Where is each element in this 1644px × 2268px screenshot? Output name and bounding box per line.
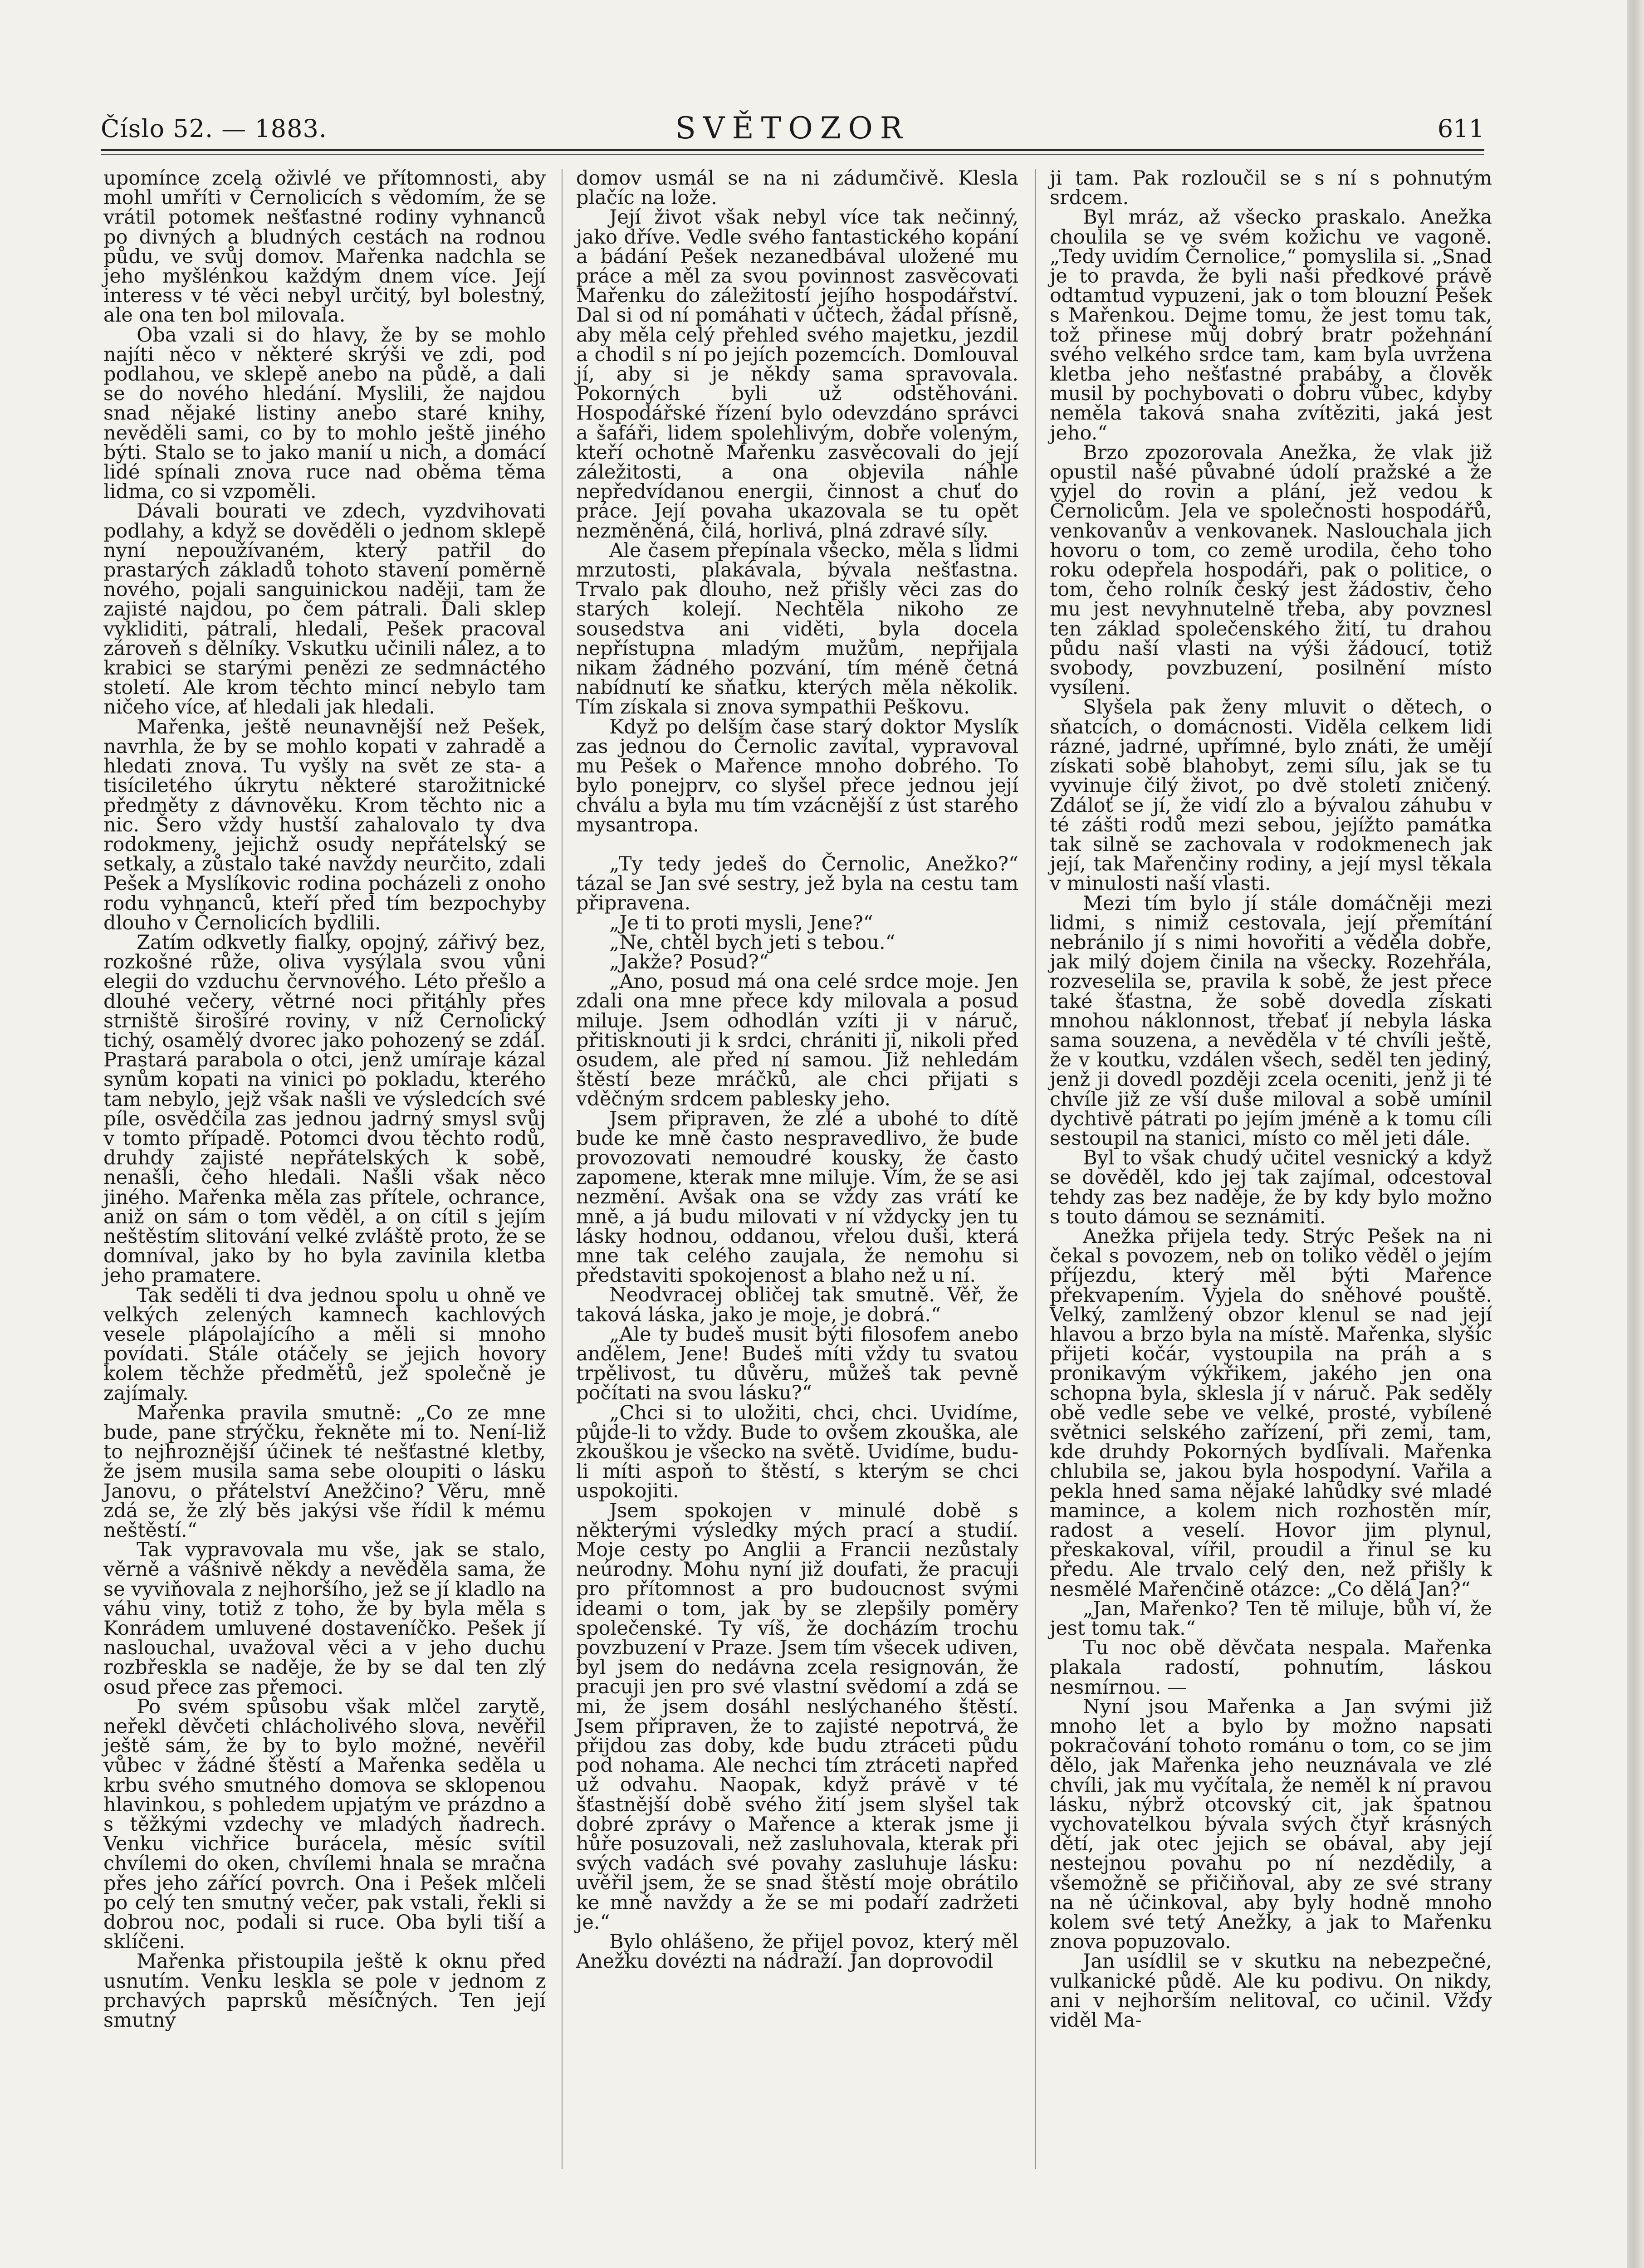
paragraph: Když po delším čase starý doktor Myslík zas jednou do Černolic zavítal, vypravoval mu Pešek o Mařence mnoho dobrého. To bylo ponejprv, co slyšel přece jednou její chválu a byla mu tím vzácnější z úst starého mysantropa. <box>576 715 1018 836</box>
paragraph: Její život však nebyl více tak nečinný, jako dříve. Vedle svého fantastického kopání a bádání Pešek nezanedbával uložené mu práce a měl za svou povinnost zasvěcovati Mařenku do záležitostí jejího hospodářství. Dal si od ní pomáhati v účtech, žádal přísně, aby měla celý přehled svého majetku, jezdil a chodil s ní po jejích pozemcích. Domlouval jí, aby si je někdy sama spravovala. Pokorných byli už odstěhováni. Hospodářské řízení bylo odevzdáno správci a šafáři, lidem spolehlivým, dobře voleným, kteří ochotně Mařenku zasvěcovali do její záležitosti, a ona objevila náhle nepředvídanou energii, činnost a chuť do práce. Její povaha ukazovala se tu opět nezměněná, čilá, horlivá, plná zdravé síly. <box>576 206 1018 543</box>
paragraph: upomínce zcela oživlé ve přítomnosti, aby mohl umříti v Černolicích s vědomím, že se vrátil potomek nešťastné rodiny vyhnanců po divných a bludných cestách na rodnou půdu, ve svůj domov. Mařenka nadchla se jeho myšlénkou každým dnem více. Její interess v té věci nebyl určitý, byl bolestný, ale ona ten bol milovala. <box>103 167 546 327</box>
page-edge-shadow <box>1627 0 1644 2268</box>
paragraph: Zatím odkvetly fialky, opojný, zářivý bez, rozkošné růže, oliva vysýlala svou vůni elegii do vzduchu červnového. Léto přešlo a dlouhé večery, větrné noci přitáhly přes strniště širošíré roviny, v níž Černolický tichý, osamělý dvorec jako pohozený se zdál. Prastará parabola o otci, jenž umíraje kázal synům kopati na vinici po pokladu, kterého tam nebylo, jejž však našli ve výsledcích své píle, osvědčila zas jednou jadrný smysl svůj v tomto případě. Potomci dvou těchto rodů, druhdy zajisté nepřátelských k sobě, nenašli, čeho hledali. Našli však něco jiného. Mařenka měla zas přítele, ochrance, aniž on sám o tom věděl, a on cítil s jejím neštěstím slitování velké zvláště proto, že se domníval, jako by ho byla zavinila kletba jeho pramatere. <box>103 931 546 1287</box>
paragraph: Neodvracej obličej tak smutně. Věř, že taková láska, jako je moje, je dobrá.“ <box>576 1284 1018 1326</box>
paragraph: Jsem připraven, že zlé a ubohé to dítě bude ke mně často nespravedlivo, že bude provozovati nemoudré kousky, že často zapomene, kterak mne miluje. Vím, že se asi nezmění. Avšak ona se vždy zas vrátí ke mně, a já budu milovati v ní vždycky jen tu lásky hodnou, oddanou, vřelou duši, která mne tak celého zaujala, že nemohu si představiti spokojenost a blaho než u ní. <box>576 1107 1018 1287</box>
header-rule-thick <box>101 149 1484 151</box>
paragraph: Po svém spůsobu však mlčel zarytě, neřekl děvčeti chlácholivého slova, nevěřil ještě sám, že by to bylo možné, nevěřil vůbec v žádné štěstí a Mařenka seděla u krbu svého smutného domova se sklopenou hlavinkou, s pohledem upjatým ve prázdno a s těžkými vzdechy ve mladých ňadrech. Venku vichřice burácela, měsíc svítil chvílemi do oken, chvílemi hnala se mračna přes jeho zářící povrch. Ona i Pešek mlčeli po celý ten smutný večer, pak vstali, řekli si dobrou noc, podali si ruce. Oba byli tiší a sklíčeni. <box>103 1695 546 1954</box>
paragraph: „Ne, chtěl bych jeti s tebou.“ <box>609 931 895 954</box>
paragraph: Byl to však chudý učitel vesnický a když se dověděl, kdo jej tak zajímal, odcestoval tehdy zas bez naděje, že by kdy bylo možno s touto dámou se seznámiti. <box>1050 1147 1492 1228</box>
paragraph: Nyní jsou Mařenka a Jan svými již mnoho let a bylo by možno napsati pokračování tohoto románu o tom, co se jim dělo, jak Mařenka jeho neuznávala ve zlé chvíli, jak mu vyčítala, že neměl k ní pravou lásku, nýbrž otcovský cit, jak špatnou vychovatelkou bývala svých čtyř krásných dětí, jak otec jejich se obával, aby její nestejnou povahu po ní nezdědily, a všemožně se přičiňoval, aby ze své strany na ně účinkoval, aby byly hodně mnoho kolem své tetý Anežky, a jak to Mařenku znova popuzovalo. <box>1050 1695 1492 1954</box>
page-header <box>101 111 1484 151</box>
text-column-2 <box>576 169 1018 1971</box>
column-divider <box>562 169 563 2169</box>
paragraph: „Ale ty budeš musit býti filosofem anebo andělem, Jene! Budeš míti vždy tu svatou trpělivost, tu důvěru, můžeš tak pevně počítati na svou lásku?“ <box>576 1323 1018 1405</box>
paragraph: Oba vzali si do hlavy, že by se mohlo najíti něco v některé skrýši ve zdi, pod podlahou, ve sklepě anebo na půdě, a dali se do nového hledání. Myslili, že najdou snad nějaké listiny anebo staré knihy, nevěděli sami, co by to mohlo ještě jiného býti. Stalo se to jako manií u nich, a domácí lidé spínali znova ruce nad oběma těma lidma, co si vzpoměli. <box>103 323 546 503</box>
text-column-1 <box>103 169 546 2030</box>
paragraph: Mezi tím bylo jí stále domáčněji mezi lidmi, s nimiž cestovala, její přemítání nebránilo jí s nimi hovořiti a věděla dobře, jak milý dojem činila na všecky. Rozehřála, rozveselila se, pravila k sobě, že jest přece také šťastna, že sobě dovedla získati mnohou náklonnost, třebať jí nebyla láska sama souzena, a nevěděla v té chvíli ještě, že v koutku, vzdálen všech, seděl ten jediný, jenž ji dovedl později zcela oceniti, jenž ji té chvíle již ze vší duše miloval a sobě umínil dychtivě pátrati po jejím jméně a k tomu cíli sestoupil na stanici, místo co měl jeti dále. <box>1050 892 1492 1150</box>
paragraph: Tak seděli ti dva jednou spolu u ohně ve velkých zelených kamnech kachlových vesele plápolajícího a měli si mnoho povídati. Stále otáčely se jejich hovory kolem těchže předmětů, jež společně je zajímaly. <box>103 1284 546 1405</box>
paragraph: Bylo ohlášeno, že přijel povoz, který měl Anežku dovézti na nádraží. Jan doprovodil <box>576 1931 1018 1973</box>
page-number: 611 <box>1437 114 1484 143</box>
header-rule-thin <box>101 154 1484 155</box>
text-column-3 <box>1050 169 1492 2030</box>
paragraph: domov usmál se na ni zádumčivě. Klesla plačíc na lože. <box>576 167 1018 210</box>
paragraph: „Jan, Mařenko? Ten tě miluje, bůh ví, že jest tomu tak.“ <box>1050 1597 1492 1640</box>
paragraph: Mařenka, ještě neunavnější než Pešek, navrhla, že by se mohlo kopati v zahradě a hledati znova. Tu vyšly na svět ze sta- a tisíciletého úkrytu některé starožitnické předměty z dávnověku. Krom těchto nic a nic. Šero vždy hustší zahalovalo ty dva rodokmeny, jejichž osudy nepřátelský se setkaly, a zůstalo také navždy neurčito, zdali Pešek a Myslíkovic rodina pocházeli z onoho rodu vyhnanců, kteří před tím bezpochyby dlouho v Černolicích bydlili. <box>103 715 546 934</box>
paragraph: ji tam. Pak rozloučil se s ní s pohnutým srdcem. <box>1050 167 1492 210</box>
paragraph: Mařenka pravila smutně: „Co ze mne bude, pane strýčku, řekněte mi to. Není-liž to nejhroznější účinek té nešťastné kletby, že jsem musila sama sebe oloupiti o lásku Janovu, o přátelství Anežčino? Věru, mně zdá se, že zlý běs jakýsi vše řídil k mému neštěstí.“ <box>103 1401 546 1542</box>
paragraph: Ale časem přepínala všecko, měla s lidmi mrzutosti, plakávala, bývala nešťastna. Trvalo pak dlouho, než přišly věci zas do starých kolejí. Nechtěla nikoho ze sousedstva ani viděti, byla docela nepřístupna mladým mužům, nepřijala nikam žádného pozvání, tím méně četná nabídnutí ke sňatku, kterých měla několik. Tím získala si znova sympathii Peškovu. <box>576 539 1018 719</box>
paragraph: Mařenka přistoupila ještě k oknu před usnutím. Venku leskla se pole v jednom z prchavých paprsků měsíčných. Ten její smutný <box>103 1950 546 2032</box>
paragraph: Anežka přijela tedy. Strýc Pešek na ni čekal s povozem, neb on toliko věděl o jejím příjezdu, který měl býti Mařence překvapením. Vyjela do sněhové pouště. Velký, zamlžený obzor klenul se nad její hlavou a brzo byla na místě. Mařenka, slyšíc přijeti kočár, vystoupila na práh a s pronikavým výkřikem, jakého jen ona schopna byla, sklesla jí v náruč. Pak seděly obě vedle sebe ve velké, prosté, vybílené světnici selského zařízení, při zemi, tam, kde druhdy Pokorných bydlívali. Mařenka chlubila se, jakou byla hospodyní. Vařila a pekla hned sama nějaké lahůdky své mladé mamince, a kolem nich rozhostěn mír, radost a veselí. Hovor jim plynul, přeskakoval, vířil, proudil a řinul se ku předu. Ale trvalo celý den, než přišly k nesmělé Mařenčině otázce: „Co dělá Jan?“ <box>1050 1225 1492 1601</box>
paragraph: „Ty tedy jedeš do Černolic, Anežko?“ tázal se Jan své sestry, jež byla na cestu tam připravena. <box>576 852 1018 915</box>
paragraph: Brzo zpozorovala Anežka, že vlak již opustil našé půvabné údolí pražské a že vyjel do rovin a plání, jež vedou k Černolicům. Jela ve společnosti hospodářů, venkovanův a venkovanek. Naslouchala jich hovoru o tom, co země urodila, čeho toho roku odepřela hospodáři, pak o politice, o tom, čeho rolník český jest žádostiv, čeho mu jest nevyhnutelně třeba, aby povznesl ten základ společenského žití, tu drahou půdu naší vlasti na výši žádoucí, totiž svobody, povzbuzení, posilnění místo vysílení. <box>1050 441 1492 699</box>
paragraph: Byl mráz, až všecko praskalo. Anežka choulila se ve svém kožichu ve vagoně. „Tedy uvidím Černolice,“ pomyslila si. „Snad je to pravda, že byli naši předkové právě odtamtud vypuzeni, jak o tom blouzní Pešek s Mařenkou. Dejme tomu, že jest tomu tak, tož přinese můj dobrý bratr požehnání svého velkého srdce tam, kam byla uvržena kletba jeho nešťastné prabáby, a člověk musil by pochybovati o dobru vůbec, kdyby neměla taková snaha zvítěziti, jaká jest jeho.“ <box>1050 206 1492 445</box>
paragraph: „Ano, posud má ona celé srdce moje. Jen zdali ona mne přece kdy milovala a posud miluje. Jsem odhodlán vzíti ji v náruč, přitisknouti ji k srdci, chrániti ji, nikoli před osudem, ale před ní samou. Již nehledám štěstí beze mráčků, ale chci přijati s vděčným srdcem pablesky jeho. <box>576 970 1018 1111</box>
paragraph: „Je ti to proti mysli, Jene?“ <box>609 911 873 934</box>
paragraph: Slyšela pak ženy mluvit o dětech, o sňatcích, o domácnosti. Viděla celkem lidi rázné, jadrné, upřímné, bylo znáti, že umějí získati sobě blahobyt, zemi sílu, jak se tu vyvinuje čilý život, po dvě století zničený. Zdáloť se jí, že vidí zlo a bývalou záhubu v té zášti rodů mezi sebou, jejížto památka tak silně se zachovala v rodokmenech jak její, tak Mařenčiny rodiny, a její mysl těkala v minulosti naší vlasti. <box>1050 696 1492 895</box>
paragraph: Jsem spokojen v minulé době s některými výsledky mých prací a studií. Moje cesty po Anglii a Francii nezůstaly neúrodny. Mohu nyní již doufati, že pracuji pro přítomnost a pro budoucnost svými ideami o tom, jak by se zlepšily poměry společenské. Ty víš, že docházím trochu povzbuzení v Praze. Jsem tím všecek udiven, byl jsem do nedávna zcela resignován, že pracuji jen pro své vlastní svědomí a zdá se mi, že jsem dosáhl neslýchaného štěstí. Jsem připraven, že to zajisté nepotrvá, že přijdou zas doby, kde budu ztráceti půdu pod nohama. Ale nechci tím ztráceti napřed už odvahu. Naopak, když právě v té šťastnější době svého žití jsem slyšel tak dobré zprávy o Mařence a kterak jsme ji hůře posuzovali, než zasluhovala, kterak při svých vadách své povahy zasluhuje lásku: uvěřil jsem, že se snad štěstí moje obrátilo ke mně navždy a že se mi podaří zadržeti je.“ <box>576 1499 1018 1934</box>
column-divider <box>1035 169 1036 2169</box>
issue-number: Číslo 52. — 1883. <box>101 114 328 143</box>
paragraph: Jan usídlil se v skutku na nebezpečné, vulkanické půdě. Ale ku podivu. On nikdy, ani v nejhorším nelitoval, co učinil. Vždy viděl Ma- <box>1050 1950 1492 2032</box>
paragraph: Tak vypravovala mu vše, jak se stalo, věrně a vášnivě někdy a nevěděla sama, že se vyviňovala z nejhoršího, jež se jí kladlo na váhu viny, totiž z toho, že by byla měla s Konrádem umluvené dostaveníčko. Pešek jí naslouchal, uvažoval věci a v jeho duchu rozbřeskla se naděje, že by se dal ten zlý osud přece zas přemoci. <box>103 1539 546 1699</box>
paragraph: „Jakže? Posud?“ <box>609 950 769 973</box>
magazine-title: SVĚTOZOR <box>675 111 910 146</box>
paragraph: Tu noc obě děvčata nespala. Mařenka plakala radostí, pohnutím, láskou nesmírnou. — <box>1050 1637 1492 1699</box>
paragraph: Dávali bourati ve zdech, vyzdvihovati podlahy, a když se dověděli o jednom sklepě nyní nepoužívaném, který patřil do prastarých základů tohoto stavení poměrně nového, pojali sanguinickou naději, tam že zajisté najdou, po čem pátrali. Dali sklep vykliditi, pátrali, hledali, Pešek pracoval zároveň s dělníky. Vskutku učinili nález, a to krabici se starými penězi ze sedmnáctého století. Ale krom těchto mincí nebylo tam ničeho více, ať hledali jak hledali. <box>103 500 546 719</box>
paragraph: „Chci si to uložiti, chci, chci. Uvidíme, půjde-li to vždy. Bude to ovšem zkouška, ale zkouškou je všecko na světě. Uvidíme, budu-li míti aspoň to štěstí, s kterým se chci uspokojiti. <box>576 1401 1018 1503</box>
